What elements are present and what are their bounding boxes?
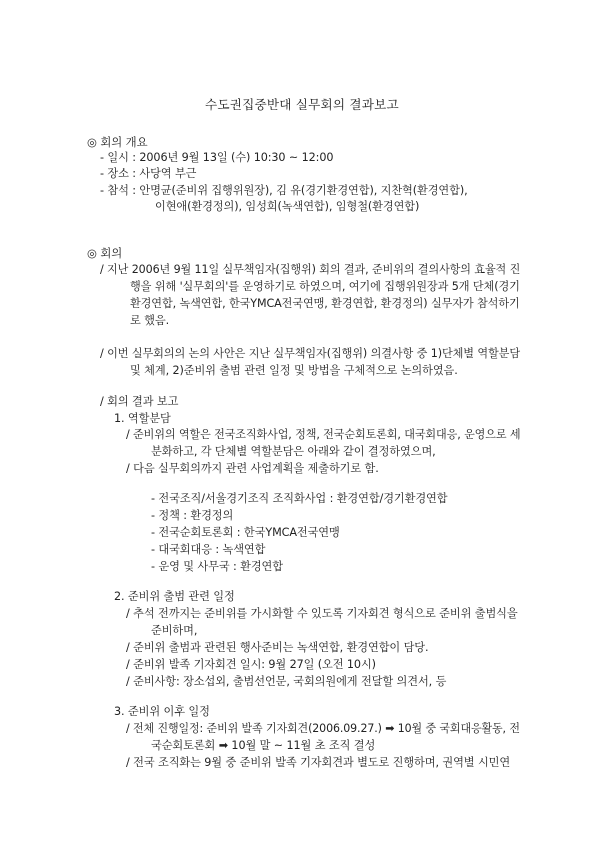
meeting-paragraph-1-line: 로 했음. (130, 314, 170, 327)
section-2-bullet: / 준비위 발족 기자회견 일시: 9월 27일 (오전 10시) (126, 658, 376, 671)
section-2-bullet: / 준비위 출범과 관련된 행사준비는 녹색연합, 환경연합이 담당. (126, 641, 429, 654)
section-2-heading: 2. 준비위 출범 관련 일정 (114, 590, 235, 603)
section-3-bullet: / 전국 조직화는 9월 중 준비위 발족 기자회견과 별도로 진행하며, 권역별 시민연 (126, 756, 511, 769)
role-item: - 대국회대응 : 녹색연합 (151, 543, 266, 556)
results-heading: / 회의 결과 보고 (100, 395, 179, 408)
section-2-bullet: / 추석 전까지는 준비위를 가시화할 수 있도록 기자회견 형식으로 준비위 출범식을 (126, 607, 518, 620)
meeting-heading: ◎ 회의 (87, 246, 123, 260)
meeting-paragraph-1: / 지난 2006년 9월 11일 실무책임자(집행위) 회의 결과, 준비위의 결의사항의 효율적 진 (100, 263, 521, 276)
document-title: 수도권집중반대 실무회의 결과보고 (205, 97, 399, 112)
meeting-paragraph-1-line: 환경연합, 녹색연합, 한국YMCA전국연맹, 환경연합, 환경정의) 실무자가 참석하기 (130, 297, 520, 310)
overview-attendees: - 참석 : 안명균(준비위 집행위원장), 김 유(경기환경연합), 지찬혁(환경연합), (100, 184, 468, 197)
overview-heading: ◎ 회의 개요 (87, 135, 148, 149)
section-2-bullet: / 준비사항: 장소섭외, 출범선언문, 국회의원에게 전달할 의견서, 등 (126, 675, 447, 688)
section-2-bullet-line: 준비하며, (151, 624, 198, 637)
overview-attendees-cont: 이현애(환경정의), 임성희(녹색연합), 임형철(환경연합) (155, 200, 420, 213)
overview-place: - 장소 : 사당역 부근 (100, 167, 197, 180)
overview-date: - 일시 : 2006년 9월 13일 (수) 10:30 ~ 12:00 (100, 151, 334, 164)
meeting-paragraph-1-line: 행을 위해 '실무회의'를 운영하기로 하였으며, 여기에 집행위원장과 5개 단체(경기 (130, 280, 520, 293)
meeting-paragraph-2-line: 및 체계, 2)준비위 출범 관련 일정 및 방법을 구체적으로 논의하였음. (130, 364, 458, 377)
role-item: - 운영 및 사무국 : 환경연합 (151, 560, 283, 573)
section-3-bullet-line: 국순회토론회 ➡ 10월 말 ~ 11월 초 조직 결성 (151, 739, 376, 752)
role-item: - 정책 : 환경정의 (151, 509, 234, 522)
section-3-bullet: / 전체 진행일정: 준비위 발족 기자회견(2006.09.27.) ➡ 10월 중 국회대응활동, 전 (126, 722, 520, 735)
meeting-paragraph-2: / 이번 실무회의의 논의 사안은 지난 실무책임자(집행위) 의결사항 중 1)단체별 역할분담 (100, 347, 520, 360)
section-1-bullet: / 준비위의 역할은 전국조직화사업, 정책, 전국순회토론회, 대국회대응, 운영으로 세 (126, 428, 521, 441)
role-item: - 전국조직/서울경기조직 조직화사업 : 환경연합/경기환경연합 (151, 492, 448, 505)
section-1-bullet: / 다음 실무회의까지 관련 사업계획을 제출하기로 함. (126, 462, 379, 475)
section-1-bullet-line: 분화하고, 각 단체별 역할분담은 아래와 같이 결정하였으며, (151, 445, 436, 458)
role-item: - 전국순회토론회 : 한국YMCA전국연맹 (151, 526, 340, 539)
section-3-heading: 3. 준비위 이후 일정 (114, 705, 210, 718)
section-1-heading: 1. 역할분담 (114, 412, 171, 425)
